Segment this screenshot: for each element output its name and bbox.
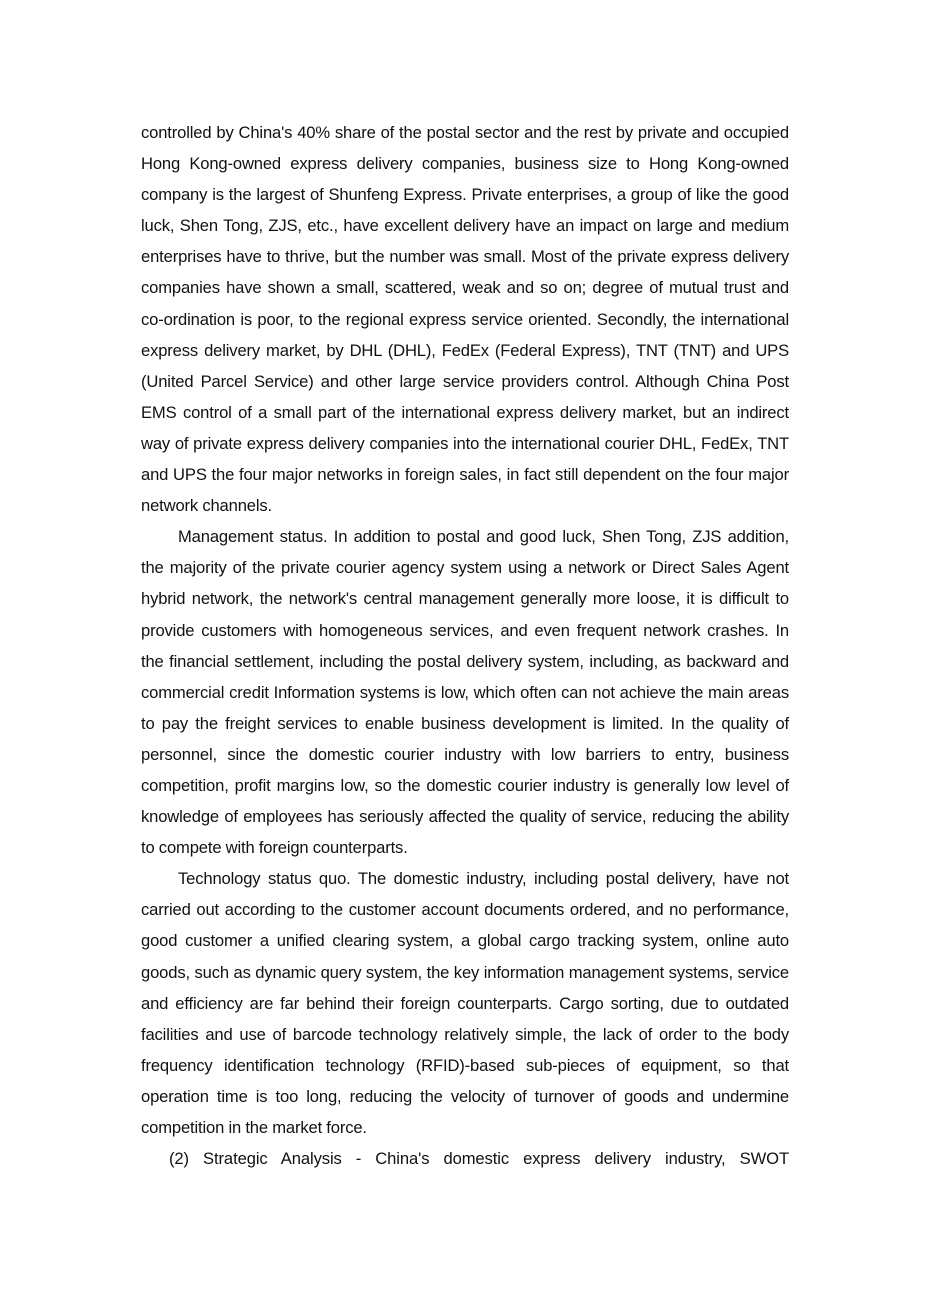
section-heading-strategic-analysis: (2) Strategic Analysis - China's domestic express delivery industry, SWOT xyxy=(169,1149,789,1169)
paragraph-management-status: Management status. In addition to postal and good luck, Shen Tong, ZJS addition, the majority of the private courier agency system using a network or Direct Sales Agent hybrid network, the network's central management generally more loose, it is difficult to provide customers with homogeneous services, and even frequent network crashes. In the financial settlement, including the postal delivery system, including, as backward and commercial credit Information systems is low, which often can not achieve the main areas to pay the freight services to enable business development is limited. In the quality of personnel, since the domestic courier industry with low barriers to entry, business competition, profit margins low, so the domestic courier industry is generally low level of knowledge of employees has seriously affected the quality of service, reducing the ability to compete with foreign counterparts. xyxy=(141,527,789,858)
paragraph-technology-status: Technology status quo. The domestic industry, including postal delivery, have not carried out according to the customer account documents ordered, and no performance, good customer a unified clearing system, a global cargo tracking system, online auto goods, such as dynamic query system, the key information management systems, service and efficiency are far behind their foreign counterparts. Cargo sorting, due to outdated facilities and use of barcode technology relatively simple, the lack of order to the body frequency identification technology (RFID)-based sub-pieces of equipment, so that operation time is too long, reducing the velocity of turnover of goods and undermine competition in the market force. xyxy=(141,869,789,1137)
body-text xyxy=(141,117,789,1174)
paragraph-market-structure: controlled by China's 40% share of the postal sector and the rest by private and occupied Hong Kong-owned express delivery companies, business size to Hong Kong-owned company is the largest of Shunfeng Express. Private enterprises, a group of like the good luck, Shen Tong, ZJS, etc., have excellent delivery have an impact on large and medium enterprises have to thrive, but the number was small. Most of the private express delivery companies have shown a small, scattered, weak and so on; degree of mutual trust and co-ordination is poor, to the regional express service oriented. Secondly, the international express delivery market, by DHL (DHL), FedEx (Federal Express), TNT (TNT) and UPS (United Parcel Service) and other large service providers control. Although China Post EMS control of a small part of the international express delivery market, but an indirect way of private express delivery companies into the international courier DHL, FedEx, TNT and UPS the four major networks in foreign sales, in fact still dependent on the four major network channels. xyxy=(141,123,789,516)
